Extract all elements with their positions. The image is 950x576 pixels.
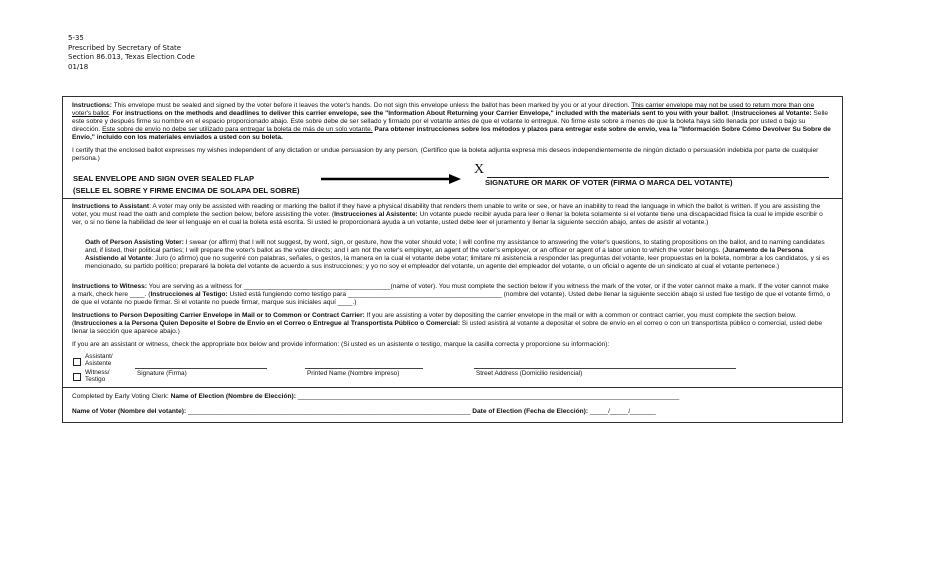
voter-name-row: Name of Voter (Nombre del votante): _____________________________________________________________________________ Date of Election (Fecha de Elección): _____/_____/_______ xyxy=(72,408,656,415)
prescribed-by: Prescribed by Secretary of State xyxy=(68,43,182,52)
certification: I certify that the enclosed ballot expresses my wishes independent of any dictation or undue persuasion by any person. (Certifico que la boleta adjunta expresa mis deseos independientemente de ningún dictado o persuasión indebida por parte de cualquier persona.) xyxy=(72,147,819,163)
form-date: 01/18 xyxy=(68,62,89,71)
witness-checkbox-label: Witness/ Testigo xyxy=(85,369,110,384)
street-address-label: Street Address (Domicilio residencial) xyxy=(476,370,583,377)
arrow-right-icon xyxy=(321,173,461,185)
printed-name-label: Printed Name (Nombre impreso) xyxy=(307,370,400,377)
assistant-checkbox[interactable] xyxy=(73,358,81,366)
seal-instruction: SEAL ENVELOPE AND SIGN OVER SEALED FLAP (SELLE EL SOBRE Y FIRME ENCIMA DE SOLAPA DEL SOBRE) xyxy=(73,174,300,195)
clerk-section xyxy=(63,388,842,422)
voter-section xyxy=(63,97,842,199)
assistant-oath: Oath of Person Assisting Voter: I swear (or affirm) that I will not suggest, by word, sign, or gesture, how the voter should vote; I will confine my assistance to answering the voter's questions, to stating propositions on the ballot, and to naming candidates and, if listed, their political parties; I will prepare the voter's ballot as the voter directs; and I am not the voter's employer, an agent of the voter's employer, or an officer or agent of a labor union to which the voter belongs. (Juramento de la Persona Asistiendo al Votante: Juro (o afirmo) que no sugeriré con palabras, señales, o gestos, la manera en la cual el votante debe votar; limitare mi asistencia a responder las preguntas del votante, leer propuestas en la boleta, nombrar a los candidatos, y si es mencionado, su partido político; prepararé la boleta del votante de acuerdo a sus instrucciones; y yo no soy el empleador del votante, un agente del empleador del votante, o un oficial o agente de un sindicato al cual el votante pertenece.) xyxy=(85,239,830,271)
check-prompt: If you are an assistant or witness, check the appropriate box below and provide information: (Si usted es un asistente o testigo, marque la casilla correcta y proporcione su información): xyxy=(72,341,610,348)
signature-field[interactable] xyxy=(135,368,267,369)
assistant-instructions: Instructions to Assistant: A voter may only be assisted with reading or marking the ballot if they have a physical disability that renders them unable to write or see, or have an inability to read the language in which the ballot is written. If you are assisting the voter, you must read the oath and complete the section below, before assisting the voter. (Instrucciones al Asistente: Un votante puede recibir ayuda para leer o llenar la boleta solamente si el votante tiene una discapacidad física la cual le impide escribir o ver, o si no tiene la habilidad de leer el lenguaje en el cual la boleta está escrita. Si usted le proporcionará ayuda a un votante, usted debe leer el juramento y llenar la siguiente sección abajo, antes de asistir al votante.) xyxy=(72,203,823,227)
code-section: Section 86.013, Texas Election Code xyxy=(68,53,195,62)
street-address-field[interactable] xyxy=(474,368,736,369)
voter-instructions: Instructions: This envelope must be sealed and signed by the voter before it leaves the voter's hands. Do not sign this envelope unless the ballot has been marked by you or at your direction. This carrier envelope may not be used to return more than one voter's ballot. For instructions on the methods and deadlines to deliver this carrier envelope, see the "Information About Returning your Carrier Envelope," included with the materials sent to you with your ballot. (Instrucciones al Votante: Selle este sobre y después firme su nombre en el espacio proporcionado abajo. Este sobre debe de ser sellado y firmado por el votante antes de que el votante lo entregue. No firme este sobre a menos de que la boleta haya sido llenada por usted o bajo su dirección. Este sobre de envío no debe ser utilizado para entregar la boleta de más de un solo votante. Para obtener instrucciones sobre los métodos y plazos para entregar este sobre de envío, vea la "Información Sobre Cómo Devolver Su Sobre de Envío," incluido con los materiales enviados a usted con su boleta. xyxy=(72,102,831,142)
election-name-field[interactable]: ________________________________________________________________________________________________________ xyxy=(295,393,680,400)
witness-checkbox[interactable] xyxy=(73,373,81,381)
voter-name-field[interactable]: _____________________________________________________________________________ xyxy=(186,408,471,415)
carrier-instructions: Instructions to Person Depositing Carrier Envelope in Mail or to Common or Contract Carrier: If you are assisting a voter by depositing the carrier envelope in the mail or with a common or contract carrier, you must complete the section below. (Instrucciones a la Persona Quien Deposite el Sobre de Envío en el Correo o Entregue al Transportista Público o Comercial: Si usted asistirá al votante a depositar el sobre de envío en el correo o con un transportista público o comercial, usted debe llenar la sección que aparece abajo.) xyxy=(72,312,823,336)
assistant-witness-section xyxy=(63,199,842,388)
election-date-field[interactable]: _____/_____/_______ xyxy=(588,408,656,415)
signature-field-label: Signature (Firma) xyxy=(137,370,187,377)
assistant-checkbox-label: Assistant/ Asistente xyxy=(85,353,113,368)
form-header xyxy=(68,34,195,72)
carrier-envelope-form xyxy=(62,96,843,423)
signature-x: X xyxy=(474,162,485,177)
form-number: 5-35 xyxy=(68,34,84,42)
election-name-row: Completed by Early Voting Clerk: Name of Election (Nombre de Elección): ________________________________________________________________________________________________________ xyxy=(72,393,680,400)
signature-label: SIGNATURE OR MARK OF VOTER (FIRMA O MARCA DEL VOTANTE) xyxy=(485,178,733,187)
printed-name-field[interactable] xyxy=(305,368,423,369)
witness-instructions: Instructions to Witness: You are serving as a witness for ________________________________________(name of voter). You must complete the section below if you witness the mark of the voter, or if the voter cannot make a mark. If the voter cannot make a mark, check here ____. (Instrucciones al Testigo: Usted está fungiendo como testigo para __________________________________________ (nombre del votante). Usted debe llenar la siguiente sección abajo si usted fue testigo de que el votante firmó, o de que el votante no puede firmar. Si el votante no puede firmar, marque sus iniciales aquí ____.) xyxy=(72,283,831,307)
